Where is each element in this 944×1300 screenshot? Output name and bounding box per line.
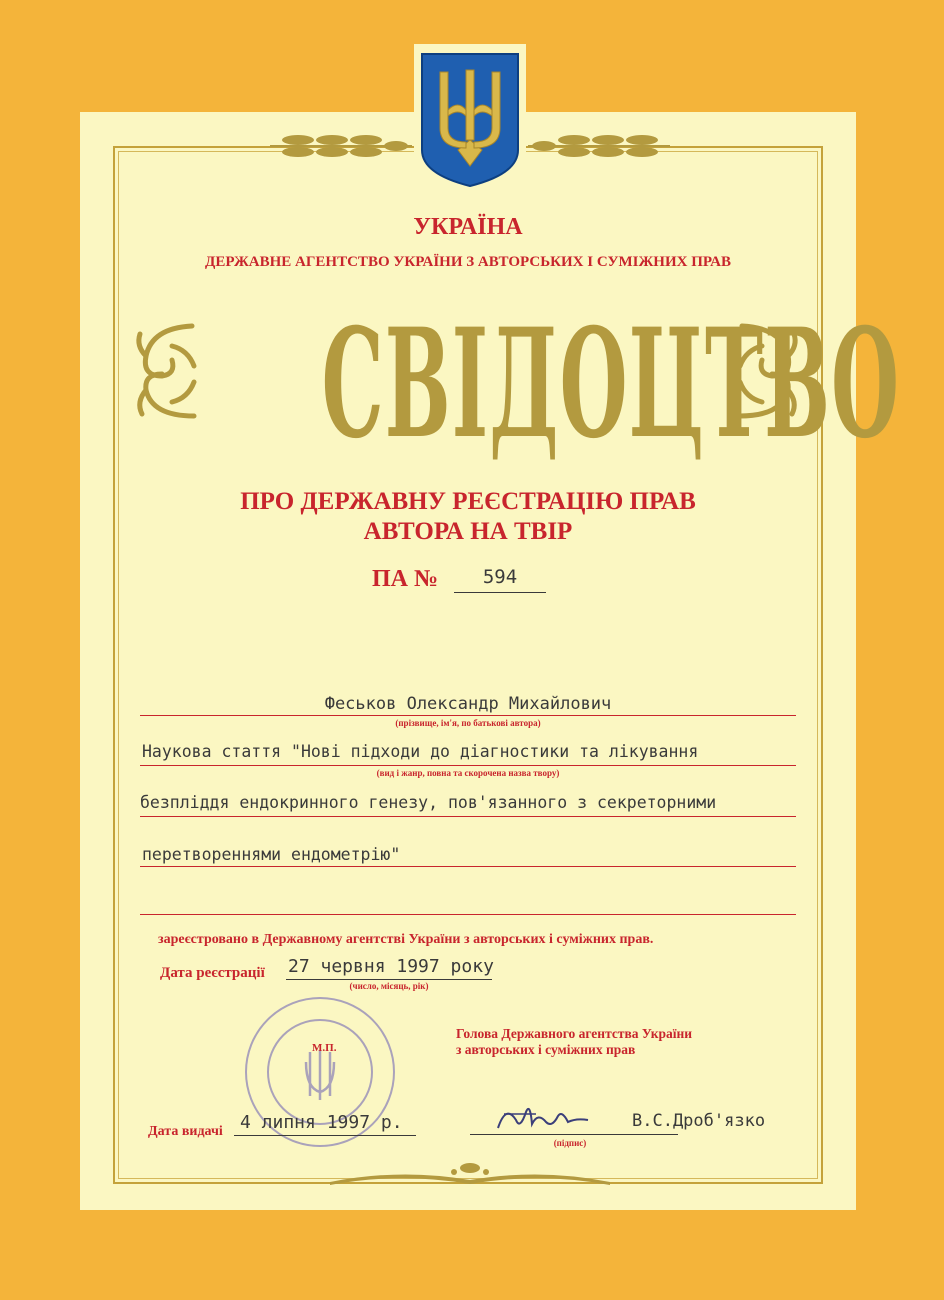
registration-date-line xyxy=(286,979,492,980)
registration-date-label: Дата реєстрації xyxy=(160,965,265,981)
country-heading: УКРАЇНА xyxy=(413,214,523,240)
registration-date-caption: (число, місяць, рік) xyxy=(349,981,429,991)
signature-caption: (підпис) xyxy=(553,1138,587,1148)
work-line-2 xyxy=(140,816,796,817)
agency-heading: ДЕРЖАВНЕ АГЕНТСТВО УКРАЇНИ З АВТОРСЬКИХ І СУМІЖНИХ ПРАВ xyxy=(205,254,731,270)
wheat-ornament-right-icon xyxy=(528,128,670,164)
issue-date-value: 4 липня 1997 р. xyxy=(240,1112,403,1133)
issue-date-label: Дата видачі xyxy=(148,1124,223,1139)
head-title-line-1: Голова Державного агентства України xyxy=(456,1026,693,1041)
work-caption: (вид і жанр, повна та скорочена назва твору) xyxy=(376,768,560,778)
issue-date-line xyxy=(234,1135,416,1136)
work-line-4 xyxy=(140,914,796,915)
work-line-1 xyxy=(140,765,796,766)
bottom-ornament-icon xyxy=(330,1160,610,1190)
trident-emblem-icon xyxy=(418,50,522,190)
stamp-mark: М.П. xyxy=(312,1042,337,1054)
registration-number-line xyxy=(454,592,546,593)
subtitle-line-1: ПРО ДЕРЖАВНУ РЕЄСТРАЦІЮ ПРАВ xyxy=(240,488,696,515)
subtitle-line-2: АВТОРА НА ТВІР xyxy=(363,518,573,545)
author-line xyxy=(140,715,796,716)
author-name: Феськов Олександр Михайлович xyxy=(324,694,612,714)
work-title-line-1: Наукова стаття "Нові підходи до діагностики та лікування xyxy=(142,742,699,761)
head-title-line-2: з авторських і суміжних прав xyxy=(456,1042,636,1057)
registration-date-value: 27 червня 1997 року xyxy=(288,956,494,977)
registration-number: 594 xyxy=(482,566,518,588)
signature-line xyxy=(470,1134,678,1135)
work-title-line-3: перетвореннями ендометрію" xyxy=(142,845,401,864)
work-line-3 xyxy=(140,866,796,867)
work-title-line-2: безпліддя ендокринного генезу, пов'язанного з секреторними xyxy=(140,793,717,812)
floral-ornament-left-icon xyxy=(132,316,202,428)
registered-statement: зареєстровано в Державному агентстві України з авторських і суміжних прав. xyxy=(158,932,654,947)
registration-prefix: ПА № xyxy=(372,566,439,592)
certificate-title: СВІДОЦТВО xyxy=(321,296,901,472)
wheat-ornament-left-icon xyxy=(270,128,412,164)
author-caption: (прізвище, ім'я, по батькові автора) xyxy=(395,718,541,728)
head-name: В.С.Дроб'язко xyxy=(632,1111,766,1131)
